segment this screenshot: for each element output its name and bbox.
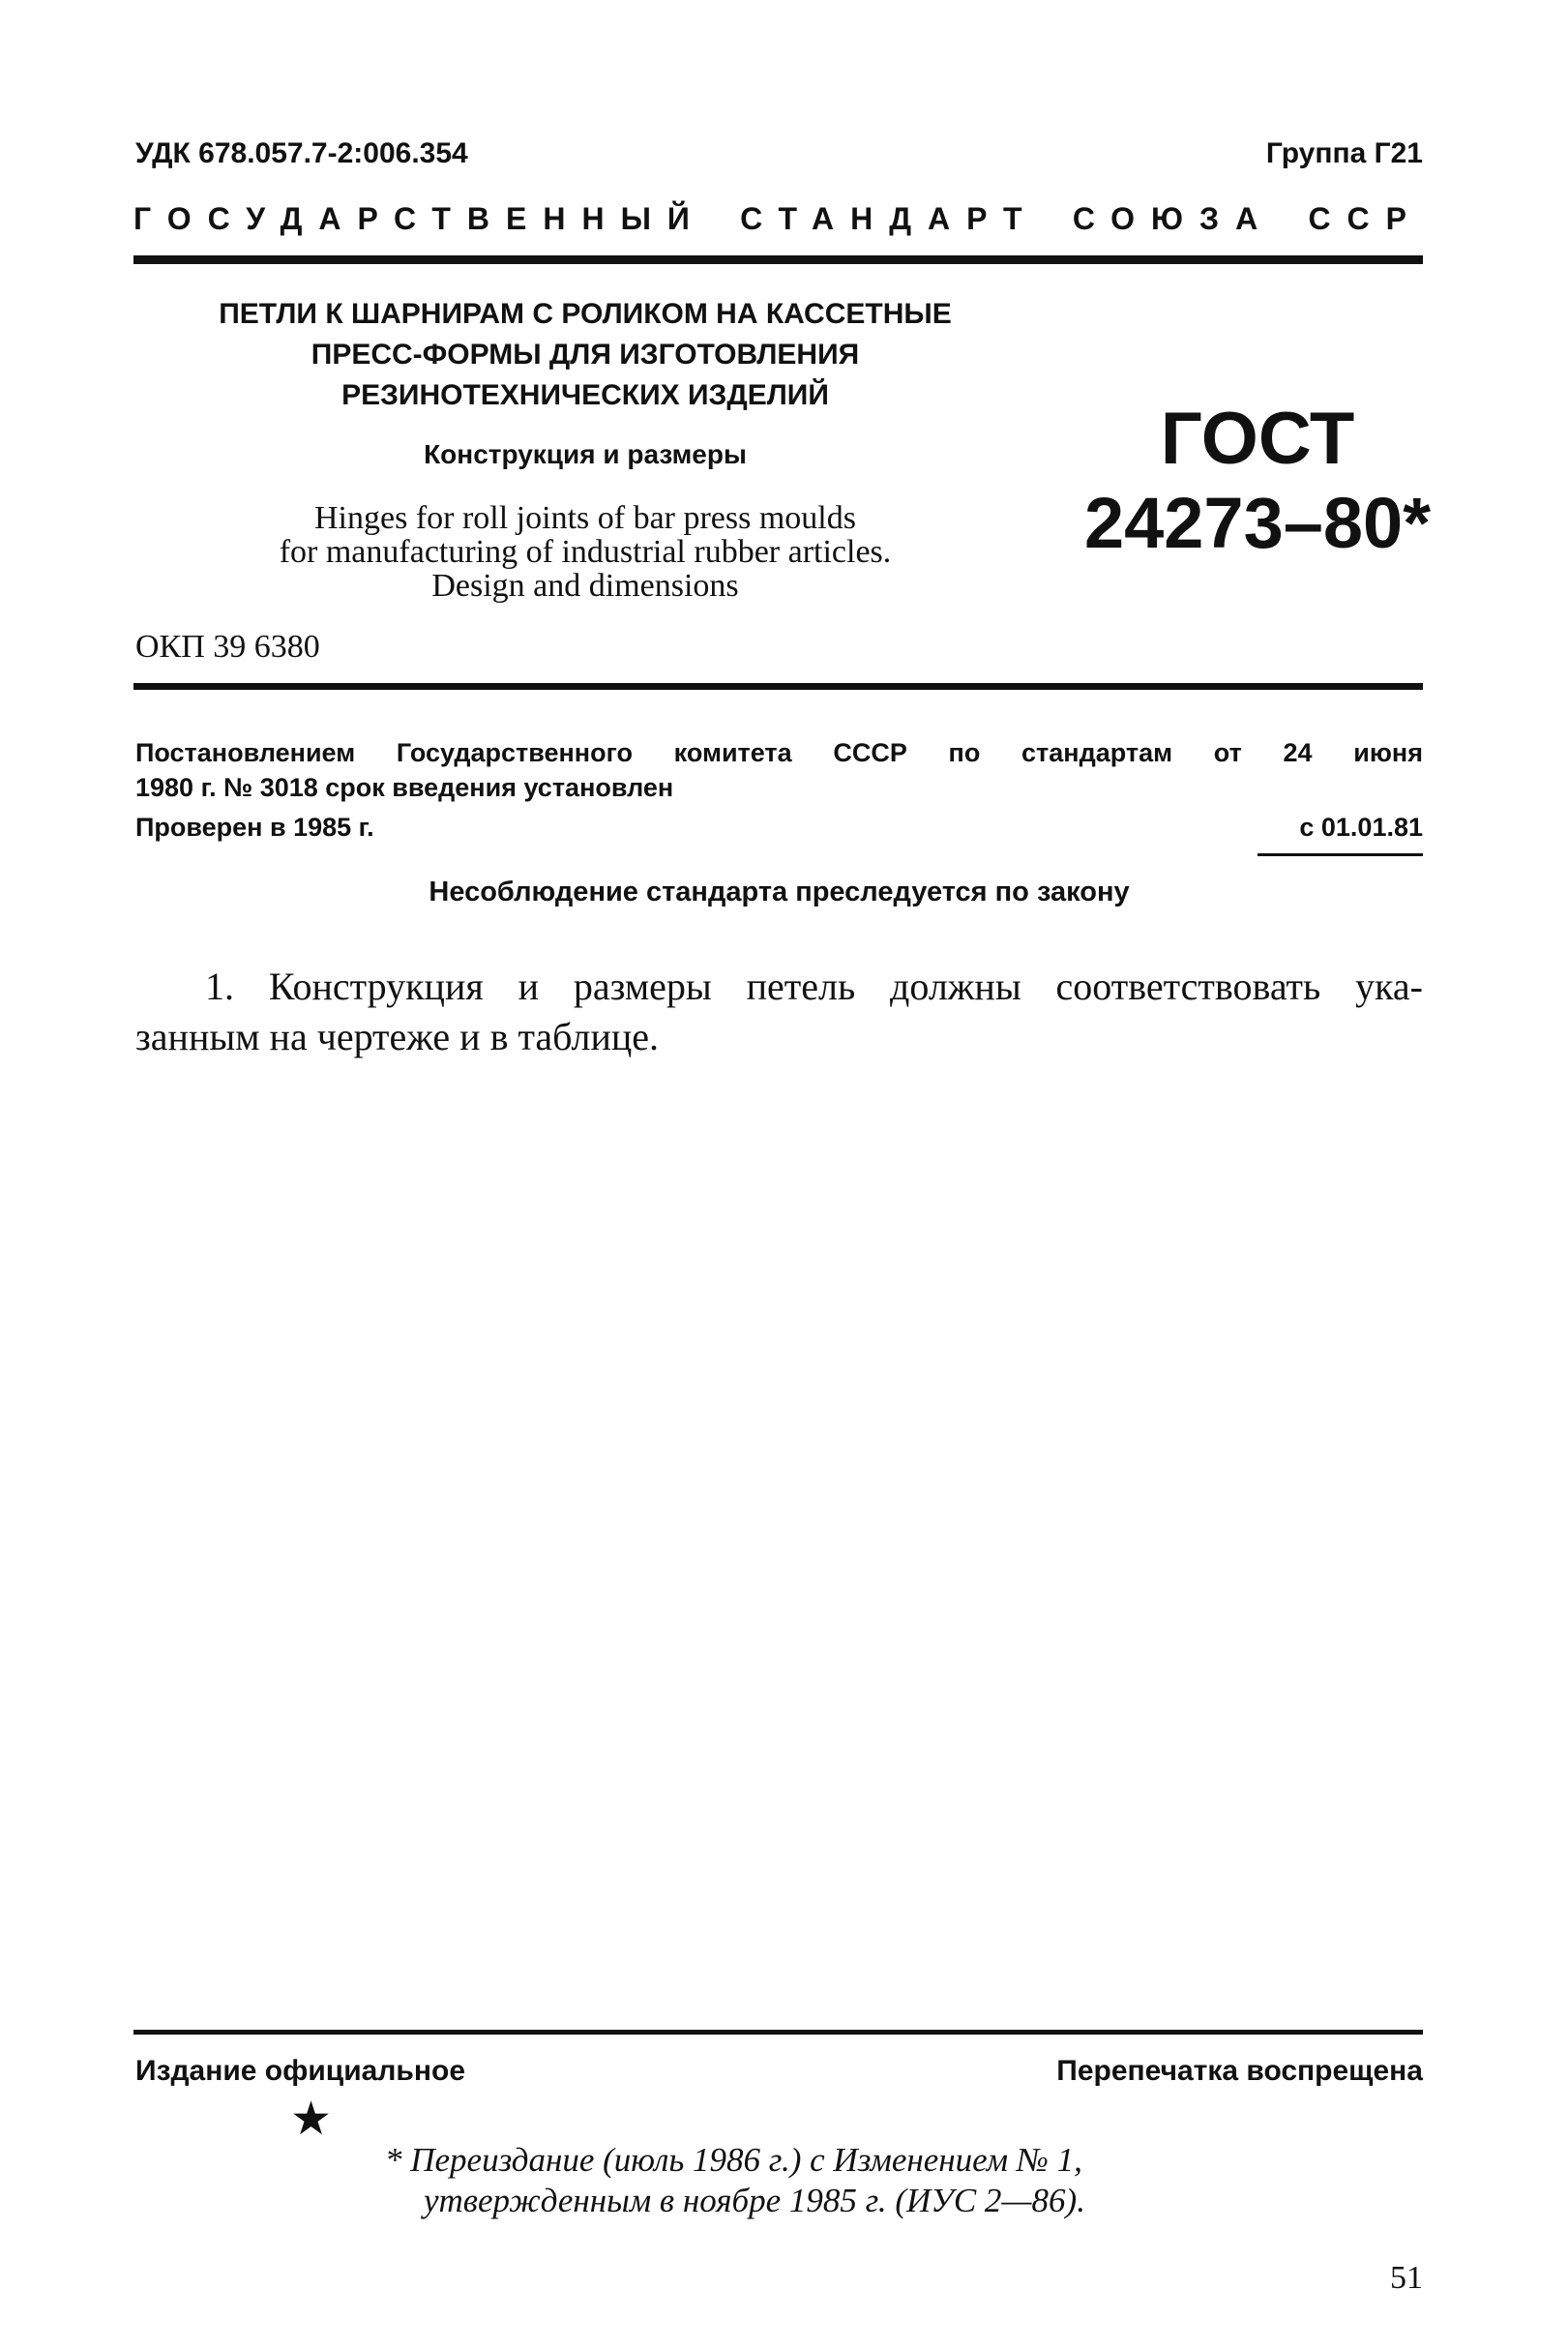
state-standard-word: ГОСУДАРСТВЕННЫЙ	[133, 201, 706, 236]
footer-divider	[133, 2030, 1423, 2035]
section-divider	[133, 683, 1423, 690]
title-ru-line: РЕЗИНОТЕХНИЧЕСКИХ ИЗДЕЛИЙ	[341, 379, 829, 411]
title-en-line: Hinges for roll joints of bar press moulds	[314, 500, 856, 536]
paragraph-1-line-1: 1. Конструкция и размеры петель должны соответствовать ука-	[205, 965, 1423, 1008]
reissue-line-2: утвержденным в ноябре 1985 г. (ИУС 2—86).	[424, 2182, 1085, 2219]
subtitle-russian: Конструкция и размеры	[424, 439, 747, 469]
reprint-prohibited: Перепечатка воспрещена	[1056, 2055, 1423, 2087]
state-standard-word: ССР	[1308, 201, 1423, 236]
gost-number: 24273–80*	[1083, 483, 1432, 563]
state-standard-word: СОЮЗА	[1072, 201, 1275, 236]
star-icon: ★	[290, 2092, 333, 2146]
gost-label: ГОСТ	[1160, 398, 1355, 480]
paragraph-1-line-2: занным на чертеже и в таблице.	[135, 1015, 660, 1058]
date-underline	[1257, 853, 1423, 856]
page-number: 51	[1390, 2260, 1423, 2296]
official-edition: Издание официальное	[135, 2055, 466, 2087]
udk-code: УДК 678.057.7-2:006.354	[135, 137, 468, 169]
title-ru-line: ПЕТЛИ К ШАРНИРАМ С РОЛИКОМ НА КАССЕТНЫЕ	[219, 298, 952, 330]
state-standard-word: СТАНДАРТ	[740, 201, 1039, 236]
header-divider-thick	[133, 255, 1423, 264]
title-en-line: for manufacturing of industrial rubber articles.	[279, 534, 892, 570]
group-code: Группа Г21	[1265, 137, 1423, 169]
paragraph-1	[135, 962, 1423, 1062]
decree-text	[135, 735, 1423, 805]
state-standard-heading	[133, 201, 1423, 237]
title-ru-line: ПРЕСС-ФОРМЫ ДЛЯ ИЗГОТОВЛЕНИЯ	[311, 339, 860, 371]
reissue-line-1: * Переиздание (июль 1986 г.) с Изменением № 1,	[385, 2141, 1082, 2179]
reissue-note	[385, 2140, 1085, 2221]
decree-line-1: Постановлением Государственного комитета СССР по стандартам от 24 июня	[135, 738, 1423, 767]
title-english	[135, 501, 1035, 603]
decree-line-2: 1980 г. № 3018 срок введения установлен	[135, 773, 674, 802]
law-warning: Несоблюдение стандарта преследуется по закону	[429, 877, 1130, 907]
checked-year: Проверен в 1985 г.	[135, 813, 374, 842]
title-en-line: Design and dimensions	[431, 568, 739, 604]
effective-date: с 01.01.81	[1299, 813, 1423, 842]
title-russian	[135, 294, 1035, 416]
okp-code: ОКП 39 6380	[135, 629, 320, 665]
